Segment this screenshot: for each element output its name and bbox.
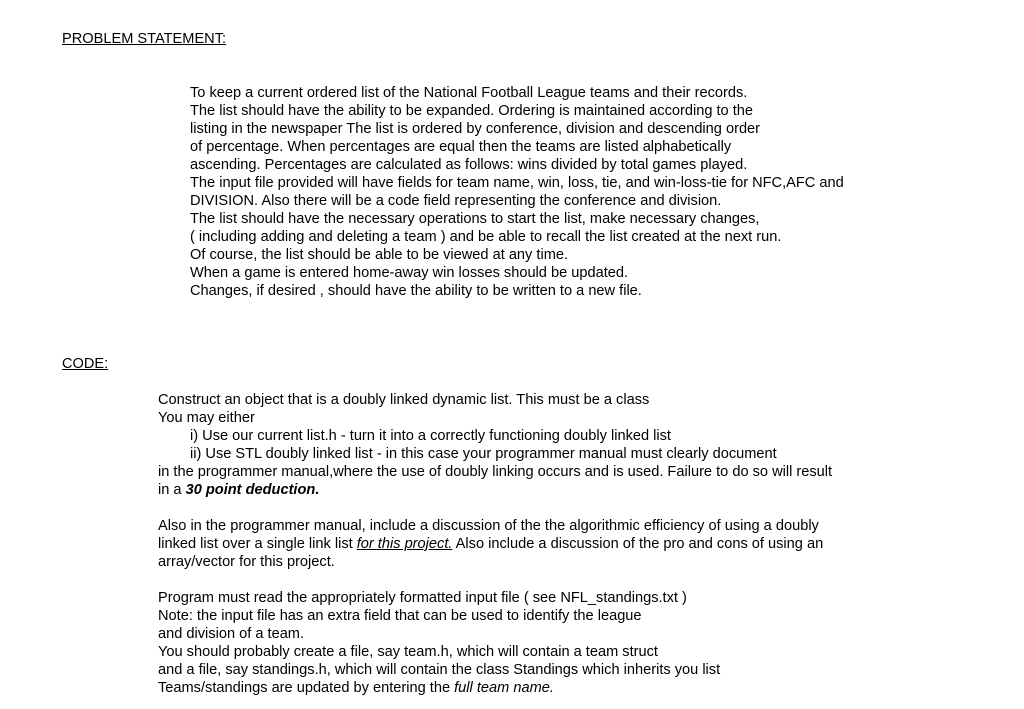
code-text: Teams/standings are updated by entering the — [158, 680, 455, 696]
problem-line: The input file provided will have fields for team name, win, loss, tie, and win-loss-tie for NFC,AFC and — [190, 175, 844, 191]
problem-line: The list should have the necessary operations to start the list, make necessary changes, — [190, 211, 760, 227]
code-line: and a file, say standings.h, which will contain the class Standings which inherits you list — [158, 662, 721, 678]
code-line: Also in the programmer manual, include a discussion of the the algorithmic efficiency of using a doubly — [158, 518, 819, 534]
code-text: Also include a discussion of the pro and cons of using an — [452, 536, 824, 552]
problem-line: Changes, if desired , should have the ability to be written to a new file. — [190, 283, 642, 299]
code-text: in a — [158, 482, 186, 498]
code-option-ii: ii) Use STL doubly linked list - in this case your programmer manual must clearly document — [190, 446, 777, 462]
problem-statement-heading: PROBLEM STATEMENT: — [62, 31, 227, 47]
code-option-i: i) Use our current list.h - turn it into a correctly functioning doubly linked list — [190, 428, 671, 444]
problem-line: of percentage. When percentages are equal then the teams are listed alphabetically — [190, 139, 732, 155]
problem-line: ( including adding and deleting a team ) and be able to recall the list created at the next run. — [190, 229, 782, 245]
problem-line: To keep a current ordered list of the National Football League teams and their records. — [190, 85, 748, 101]
problem-line: ascending. Percentages are calculated as follows: wins divided by total games played. — [190, 157, 748, 173]
code-text: linked list over a single link list — [158, 536, 357, 552]
code-line: Note: the input file has an extra field that can be used to identify the league — [158, 608, 642, 624]
code-line: and division of a team. — [158, 626, 305, 642]
problem-line: Of course, the list should be able to be viewed at any time. — [190, 247, 569, 263]
code-line: array/vector for this project. — [158, 554, 335, 570]
code-line: You should probably create a file, say team.h, which will contain a team struct — [158, 644, 658, 660]
problem-line: listing in the newspaper The list is ordered by conference, division and descending order — [190, 121, 761, 137]
for-this-project-emphasis: for this project. — [356, 536, 453, 552]
code-line: in the programmer manual,where the use of doubly linking occurs and is used. Failure to do so will result — [158, 464, 833, 480]
full-team-name-emphasis: full team name. — [454, 680, 554, 696]
problem-line: The list should have the ability to be expanded. Ordering is maintained according to the — [190, 103, 754, 119]
deduction-emphasis: 30 point deduction. — [185, 482, 320, 498]
code-line: You may either — [158, 410, 255, 426]
code-line: Construct an object that is a doubly linked dynamic list. This must be a class — [158, 392, 650, 408]
code-heading: CODE: — [62, 356, 109, 372]
code-line: Program must read the appropriately formatted input file ( see NFL_standings.txt ) — [158, 590, 687, 606]
problem-line: When a game is entered home-away win losses should be updated. — [190, 265, 629, 281]
code-line — [158, 481, 319, 499]
problem-line: DIVISION. Also there will be a code field representing the conference and division. — [190, 193, 722, 209]
code-line — [158, 679, 554, 697]
code-line — [158, 535, 823, 553]
